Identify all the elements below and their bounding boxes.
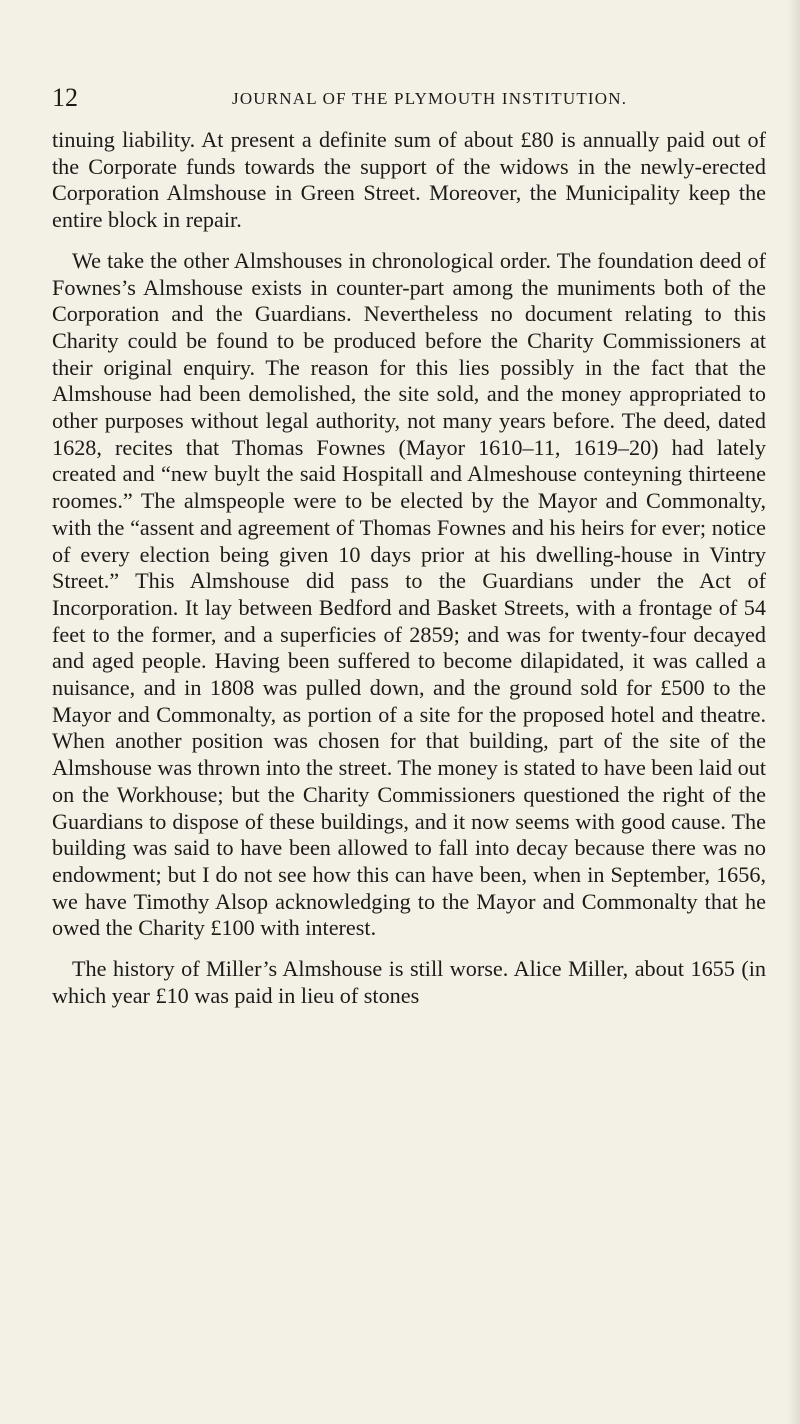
page-header [52,82,752,114]
page-edge-shadow [788,0,800,1424]
paragraph-continuation: tinuing liability. At present a definite sum of about £80 is annually paid out of the Corporate funds towards the support of the widows in the newly-erected Corporation Almshouse in Green Street. Moreover, the Municipality keep the entire block in repair. [52,127,766,233]
running-head: JOURNAL OF THE PLYMOUTH INSTITUTION. [232,89,628,108]
page-number: 12 [52,83,78,112]
paragraph-fownes-almshouse: We take the other Almshouses in chronological order. The foundation deed of Fownes’s Almshouse exists in counter-part among the muniments both of the Corporation and the Guardians. Nevertheless no document relating to this Charity could be found to be produced before the Charity Commissioners at their original enquiry. The reason for this lies possibly in the fact that the Almshouse had been demolished, the site sold, and the money appropriated to other purposes without legal authority, not many years before. The deed, dated 1628, recites that Thomas Fownes (Mayor 1610–11, 1619–20) had lately created and “new buylt the said Hospitall and Almeshouse conteyning thirteene roomes.” The almspeople were to be elected by the Mayor and Commonalty, with the “assent and agreement of Thomas Fownes and his heirs for ever; notice of every election being given 10 days prior at his dwelling-house in Vintry Street.” This Almshouse did pass to the Guardians under the Act of Incorporation. It lay between Bedford and Basket Streets, with a frontage of 54 feet to the former, and a superficies of 2859; and was for twenty-four decayed and aged people. Having been suffered to become dilapidated, it was called a nuisance, and in 1808 was pulled down, and the ground sold for £500 to the Mayor and Commonalty, as portion of a site for the proposed hotel and theatre. When another position was chosen for that building, part of the site of the Almshouse was thrown into the street. The money is stated to have been laid out on the Workhouse; but the Charity Commissioners questioned the right of the Guardians to dispose of these buildings, and it now seems with good cause. The building was said to have been allowed to fall into decay because there was no endowment; but I do not see how this can have been, when in September, 1656, we have Timothy Alsop acknowledging to the Mayor and Commonalty that he owed the Charity £100 with interest. [52,247,766,941]
article-body [52,127,766,1010]
paragraph-millers-almshouse: The history of Miller’s Almshouse is still worse. Alice Miller, about 1655 (in which year £10 was paid in lieu of stones [52,956,766,1008]
